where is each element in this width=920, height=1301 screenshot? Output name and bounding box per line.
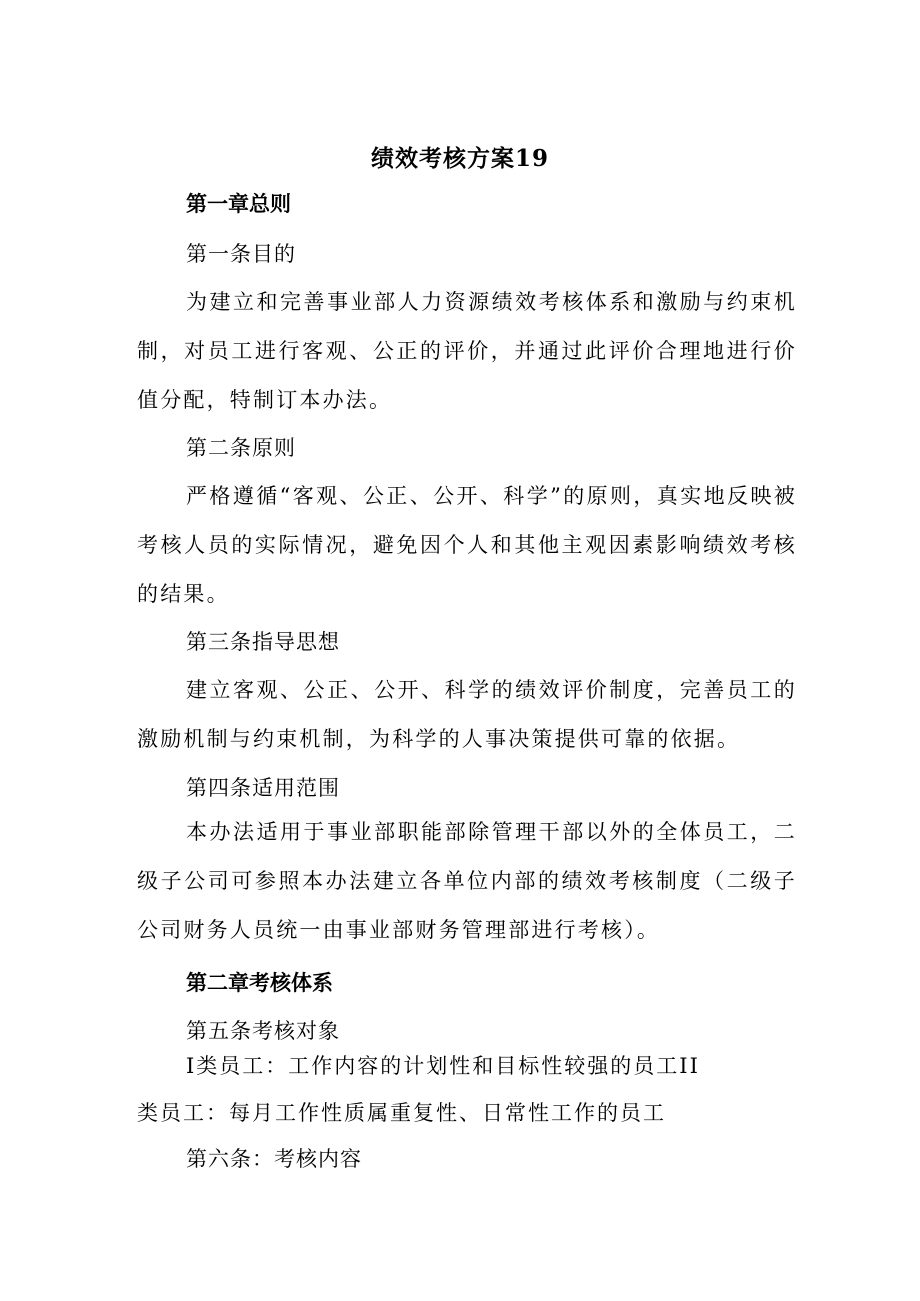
document-title: 绩效考核方案19	[370, 145, 549, 172]
article-5-heading: 第五条考核对象	[186, 1019, 340, 1043]
article-5-line-2: 类员工：每月工作性质属重复性、日常性工作的员工	[137, 1101, 666, 1125]
article-2-body: 严格遵循“客观、公正、公开、科学”的原则，真实地反映被考核人员的实际情况，避免因个人和其他主观因素影响绩效考核的结果。	[137, 484, 797, 606]
article-3-heading: 第三条指导思想	[186, 630, 340, 654]
article-6-heading: 第六条：考核内容	[186, 1147, 362, 1171]
article-1-heading: 第一条目的	[186, 242, 296, 266]
article-4-heading: 第四条适用范围	[186, 776, 340, 800]
chapter-2-heading: 第二章考核体系	[186, 970, 333, 995]
article-1-body: 为建立和完善事业部人力资源绩效考核体系和激励与约束机制，对员工进行客观、公正的评价，并通过此评价合理地进行价值分配，特制订本办法。	[137, 290, 797, 412]
article-2-heading: 第二条原则	[186, 436, 296, 460]
chapter-1-heading: 第一章总则	[186, 191, 291, 216]
article-5-line-1: I类员工：工作内容的计划性和目标性较强的员工II	[186, 1054, 700, 1078]
article-3-body: 建立客观、公正、公开、科学的绩效评价制度，完善员工的激励机制与约束机制，为科学的人事决策提供可靠的依据。	[137, 678, 797, 751]
article-4-body: 本办法适用于事业部职能部除管理干部以外的全体员工，二级子公司可参照本办法建立各单位内部的绩效考核制度（二级子公司财务人员统一由事业部财务管理部进行考核）。	[137, 820, 797, 942]
